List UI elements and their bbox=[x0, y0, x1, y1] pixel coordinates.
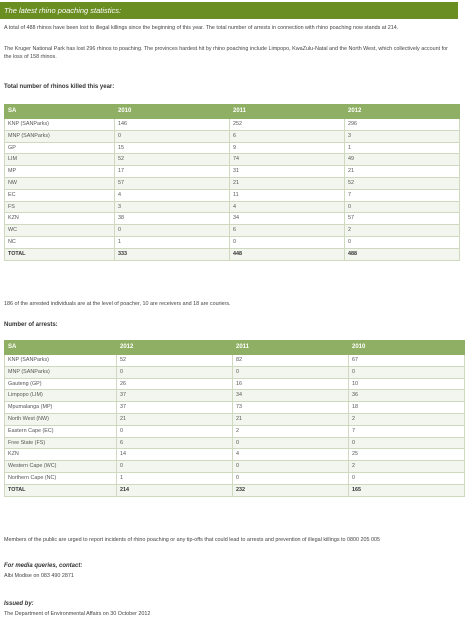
table-cell: 10 bbox=[349, 378, 465, 390]
table-cell: 14 bbox=[117, 449, 233, 461]
table-row bbox=[5, 413, 465, 425]
table-cell: 11 bbox=[230, 189, 345, 201]
table-cell: 57 bbox=[345, 213, 460, 225]
media-contact: Albi Modise on 083 490 2871 bbox=[4, 573, 74, 579]
table-cell: 0 bbox=[117, 461, 233, 473]
table-cell: MNP (SANParks) bbox=[5, 366, 117, 378]
issued-by-label: Issued by: bbox=[4, 601, 34, 607]
table-row bbox=[5, 119, 460, 131]
table-cell: MNP (SANParks) bbox=[5, 130, 115, 142]
table-cell: 73 bbox=[233, 402, 349, 414]
table-cell: 0 bbox=[349, 437, 465, 449]
table-cell: 1 bbox=[117, 472, 233, 484]
table-cell: 7 bbox=[349, 425, 465, 437]
intro-paragraph-1: A total of 488 rhinos have been lost to illegal killings since the beginning of this year. The total number of arrests in connection with rhino poaching now stands at 214. bbox=[4, 25, 399, 31]
table-row bbox=[5, 425, 465, 437]
table-cell: 1 bbox=[115, 236, 230, 248]
table-row bbox=[5, 154, 460, 166]
table-cell: 6 bbox=[117, 437, 233, 449]
column-header: 2012 bbox=[345, 105, 460, 119]
table-cell: 21 bbox=[230, 177, 345, 189]
table-cell: 2 bbox=[345, 225, 460, 237]
table-cell: 2 bbox=[349, 413, 465, 425]
table-cell: 37 bbox=[117, 390, 233, 402]
column-header: 2011 bbox=[230, 105, 345, 119]
table-cell: KZN bbox=[5, 213, 115, 225]
table-cell: 21 bbox=[117, 413, 233, 425]
table-cell: 4 bbox=[230, 201, 345, 213]
table-cell: 31 bbox=[230, 166, 345, 178]
table-cell: 0 bbox=[233, 366, 349, 378]
table-cell: 34 bbox=[230, 213, 345, 225]
arrest-breakdown-text: 186 of the arrested individuals are at the level of poacher, 10 are receivers and 18 are couriers. bbox=[4, 301, 231, 307]
table-cell: 0 bbox=[230, 236, 345, 248]
table-cell: 52 bbox=[115, 154, 230, 166]
table-cell: TOTAL bbox=[5, 248, 115, 260]
table-cell: 16 bbox=[233, 378, 349, 390]
table-cell: 0 bbox=[115, 225, 230, 237]
table-cell: KNP (SANParks) bbox=[5, 355, 117, 367]
table-row bbox=[5, 449, 465, 461]
table-cell: 0 bbox=[115, 130, 230, 142]
column-header: 2010 bbox=[115, 105, 230, 119]
public-notice: Members of the public are urged to report incidents of rhino poaching or any tip-offs that could lead to arrests and prevention of illegal killings to 0800 205 005 bbox=[4, 537, 380, 543]
table-cell: North West (NW) bbox=[5, 413, 117, 425]
table-row bbox=[5, 213, 460, 225]
table-cell: 146 bbox=[115, 119, 230, 131]
table-cell: 21 bbox=[345, 166, 460, 178]
table-cell: 252 bbox=[230, 119, 345, 131]
table-cell: 34 bbox=[233, 390, 349, 402]
table-cell: MP bbox=[5, 166, 115, 178]
column-header: SA bbox=[5, 341, 117, 355]
table-cell: Free State (FS) bbox=[5, 437, 117, 449]
table-cell: 38 bbox=[115, 213, 230, 225]
table-cell: 0 bbox=[117, 366, 233, 378]
table-cell: 6 bbox=[230, 130, 345, 142]
table-row bbox=[5, 378, 465, 390]
table-cell: 2 bbox=[233, 425, 349, 437]
table-row bbox=[5, 355, 465, 367]
table-cell: WC bbox=[5, 225, 115, 237]
column-header: 2012 bbox=[117, 341, 233, 355]
issued-by-text: The Department of Environmental Affairs on 30 October 2012 bbox=[4, 611, 151, 617]
table-cell: 52 bbox=[117, 355, 233, 367]
table-cell: 57 bbox=[115, 177, 230, 189]
table-row bbox=[5, 402, 465, 414]
table-cell: 7 bbox=[345, 189, 460, 201]
table-cell: 26 bbox=[117, 378, 233, 390]
table-cell: 165 bbox=[349, 484, 465, 496]
table-row bbox=[5, 166, 460, 178]
table-cell: Mpumalanga (MP) bbox=[5, 402, 117, 414]
table-cell: 0 bbox=[233, 437, 349, 449]
table-cell: 2 bbox=[349, 461, 465, 473]
table-cell: 18 bbox=[349, 402, 465, 414]
table-cell: 333 bbox=[115, 248, 230, 260]
arrests-table bbox=[4, 340, 465, 497]
table-cell: 3 bbox=[345, 130, 460, 142]
table-cell: EC bbox=[5, 189, 115, 201]
table-row bbox=[5, 366, 465, 378]
table-cell: 488 bbox=[345, 248, 460, 260]
column-header: 2010 bbox=[349, 341, 465, 355]
table-cell: KNP (SANParks) bbox=[5, 119, 115, 131]
table-cell: 3 bbox=[115, 201, 230, 213]
table-cell: 0 bbox=[349, 366, 465, 378]
table-row bbox=[5, 225, 460, 237]
table-header-row bbox=[5, 105, 460, 119]
table-cell: 0 bbox=[233, 472, 349, 484]
table-cell: 4 bbox=[115, 189, 230, 201]
table-cell: 36 bbox=[349, 390, 465, 402]
table-row bbox=[5, 201, 460, 213]
table-cell: 6 bbox=[230, 225, 345, 237]
table-cell: TOTAL bbox=[5, 484, 117, 496]
table-cell: 15 bbox=[115, 142, 230, 154]
table-cell: 21 bbox=[233, 413, 349, 425]
table-cell: 74 bbox=[230, 154, 345, 166]
table-cell: 0 bbox=[233, 461, 349, 473]
table-cell: 0 bbox=[345, 201, 460, 213]
column-header: 2011 bbox=[233, 341, 349, 355]
table-cell: NW bbox=[5, 177, 115, 189]
intro-paragraph-2: The Kruger National Park has lost 296 rhinos to poaching. The provinces hardest hit by rhino poaching include Limpopo, KwaZulu-Natal and the North West, which collectively account for the loss of 158 rhinos. bbox=[4, 46, 448, 61]
table-header-row bbox=[5, 341, 465, 355]
table-cell: 25 bbox=[349, 449, 465, 461]
table-row bbox=[5, 177, 460, 189]
table-total-row bbox=[5, 484, 465, 496]
table-cell: 9 bbox=[230, 142, 345, 154]
table-cell: 232 bbox=[233, 484, 349, 496]
table-row bbox=[5, 236, 460, 248]
table-row bbox=[5, 130, 460, 142]
table-cell: NC bbox=[5, 236, 115, 248]
arrests-table-heading: Number of arrests: bbox=[4, 322, 58, 328]
table-cell: 0 bbox=[117, 425, 233, 437]
rhinos-killed-table bbox=[4, 104, 460, 261]
table-cell: 4 bbox=[233, 449, 349, 461]
column-header: SA bbox=[5, 105, 115, 119]
table-row bbox=[5, 189, 460, 201]
table-cell: 0 bbox=[349, 472, 465, 484]
table-cell: 49 bbox=[345, 154, 460, 166]
table-cell: GP bbox=[5, 142, 115, 154]
table-cell: 17 bbox=[115, 166, 230, 178]
table-cell: Gauteng (GP) bbox=[5, 378, 117, 390]
table-cell: Western Cape (WC) bbox=[5, 461, 117, 473]
table-cell: 82 bbox=[233, 355, 349, 367]
killed-table-heading: Total number of rhinos killed this year: bbox=[4, 84, 115, 90]
table-total-row bbox=[5, 248, 460, 260]
media-queries-label: For media queries, contact: bbox=[4, 563, 83, 569]
page-title: The latest rhino poaching statistics: bbox=[0, 2, 458, 19]
table-row bbox=[5, 390, 465, 402]
table-cell: 448 bbox=[230, 248, 345, 260]
table-cell: Northern Cape (NC) bbox=[5, 472, 117, 484]
table-cell: 1 bbox=[345, 142, 460, 154]
table-cell: Limpopo (LIM) bbox=[5, 390, 117, 402]
table-cell: LIM bbox=[5, 154, 115, 166]
table-cell: FS bbox=[5, 201, 115, 213]
table-cell: 37 bbox=[117, 402, 233, 414]
table-cell: KZN bbox=[5, 449, 117, 461]
table-cell: 67 bbox=[349, 355, 465, 367]
table-row bbox=[5, 437, 465, 449]
table-row bbox=[5, 472, 465, 484]
table-cell: 0 bbox=[345, 236, 460, 248]
table-cell: 52 bbox=[345, 177, 460, 189]
table-row bbox=[5, 461, 465, 473]
table-row bbox=[5, 142, 460, 154]
table-cell: 214 bbox=[117, 484, 233, 496]
table-cell: Eastern Cape (EC) bbox=[5, 425, 117, 437]
table-cell: 296 bbox=[345, 119, 460, 131]
